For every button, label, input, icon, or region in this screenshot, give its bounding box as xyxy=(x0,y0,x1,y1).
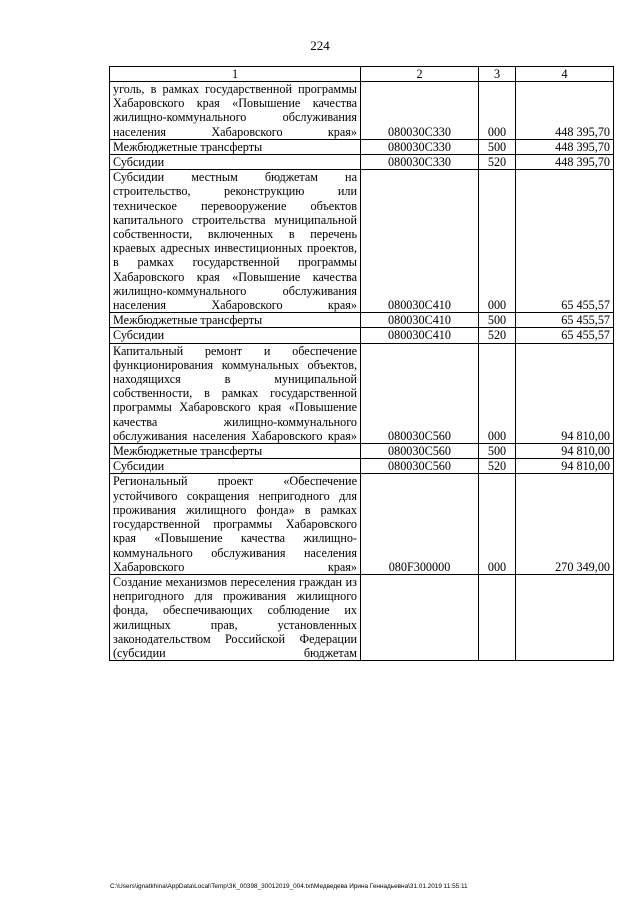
row-expense-type: 520 xyxy=(479,328,516,343)
row-target-code: 080030С330 xyxy=(361,139,479,154)
row-amount: 448 395,70 xyxy=(516,139,614,154)
row-description: Межбюджетные трансферты xyxy=(110,313,361,328)
header-col-3: 3 xyxy=(479,67,516,82)
row-amount: 448 395,70 xyxy=(516,82,614,140)
row-amount: 94 810,00 xyxy=(516,444,614,459)
row-target-code: 080030С410 xyxy=(361,313,479,328)
table-row xyxy=(110,328,614,343)
table-row xyxy=(110,170,614,313)
row-description: Региональный проект «Обеспечение устойчивого сокращения непригодного для проживания жилищного фонда» в рамках государственной программы Хабаровского края «Повышение качества жилищно-коммунального обслуживания населения Хабаровского края» xyxy=(110,474,361,574)
row-target-code: 080030С560 xyxy=(361,459,479,474)
row-description: Субсидии xyxy=(110,459,361,474)
row-target-code: 080030С410 xyxy=(361,170,479,313)
row-target-code: 080030С560 xyxy=(361,444,479,459)
table-row xyxy=(110,459,614,474)
row-expense-type: 000 xyxy=(479,474,516,574)
row-description: Межбюджетные трансферты xyxy=(110,444,361,459)
row-description: Субсидии xyxy=(110,155,361,170)
row-amount: 94 810,00 xyxy=(516,459,614,474)
row-expense-type: 520 xyxy=(479,459,516,474)
row-expense-type xyxy=(479,574,516,660)
header-col-2: 2 xyxy=(361,67,479,82)
table-row xyxy=(110,155,614,170)
table-row xyxy=(110,474,614,574)
row-expense-type: 520 xyxy=(479,155,516,170)
header-col-4: 4 xyxy=(516,67,614,82)
row-target-code: 080030С410 xyxy=(361,328,479,343)
row-amount: 94 810,00 xyxy=(516,343,614,443)
row-amount: 65 455,57 xyxy=(516,313,614,328)
row-target-code: 080030С330 xyxy=(361,82,479,140)
header-col-1: 1 xyxy=(110,67,361,82)
row-amount: 270 349,00 xyxy=(516,474,614,574)
row-target-code: 080F300000 xyxy=(361,474,479,574)
row-expense-type: 500 xyxy=(479,444,516,459)
footer-file-path: C:\Users\ignatkhina\AppData\Local\Temp\ЗК_00398_30012019_004.txt\Медведева Ирина Геннадьевна\31.01.2019 11:55:11 xyxy=(110,883,468,890)
table-header-row xyxy=(110,67,614,82)
row-target-code: 080030С330 xyxy=(361,155,479,170)
row-target-code xyxy=(361,574,479,660)
row-description: Субсидии местным бюджетам на строительство, реконструкцию или техническое перевооружение объектов капитального строительства муниципальной собственности, включенных в перечень краевых адресных инвестиционных проектов, в рамках государственной программы Хабаровского края «Повышение качества жилищно-коммунального обслуживания населения Хабаровского края» xyxy=(110,170,361,313)
row-amount xyxy=(516,574,614,660)
table-row xyxy=(110,313,614,328)
row-amount: 65 455,57 xyxy=(516,170,614,313)
row-amount: 65 455,57 xyxy=(516,328,614,343)
table-row xyxy=(110,139,614,154)
budget-table xyxy=(109,66,614,661)
row-expense-type: 000 xyxy=(479,170,516,313)
row-expense-type: 500 xyxy=(479,139,516,154)
table-row xyxy=(110,444,614,459)
row-expense-type: 000 xyxy=(479,343,516,443)
row-description: уголь, в рамках государственной программы Хабаровского края «Повышение качества жилищно-коммунального обслуживания населения Хабаровского края» xyxy=(110,82,361,140)
table-row xyxy=(110,82,614,140)
row-expense-type: 000 xyxy=(479,82,516,140)
page-number: 224 xyxy=(310,38,330,53)
row-amount: 448 395,70 xyxy=(516,155,614,170)
table-row xyxy=(110,343,614,443)
row-expense-type: 500 xyxy=(479,313,516,328)
row-target-code: 080030С560 xyxy=(361,343,479,443)
row-description: Субсидии xyxy=(110,328,361,343)
table-row xyxy=(110,574,614,660)
row-description: Межбюджетные трансферты xyxy=(110,139,361,154)
row-description: Капитальный ремонт и обеспечение функционирования коммунальных объектов, находящихся в муниципальной собственности, в рамках государственной программы Хабаровского края «Повышение качества жилищно-коммунального обслуживания населения Хабаровского края» xyxy=(110,343,361,443)
row-description: Создание механизмов переселения граждан из непригодного для проживания жилищного фонда, обеспечивающих соблюдение их жилищных прав, установленных законодательством Российской Федерации (субсидии бюджетам xyxy=(110,574,361,660)
